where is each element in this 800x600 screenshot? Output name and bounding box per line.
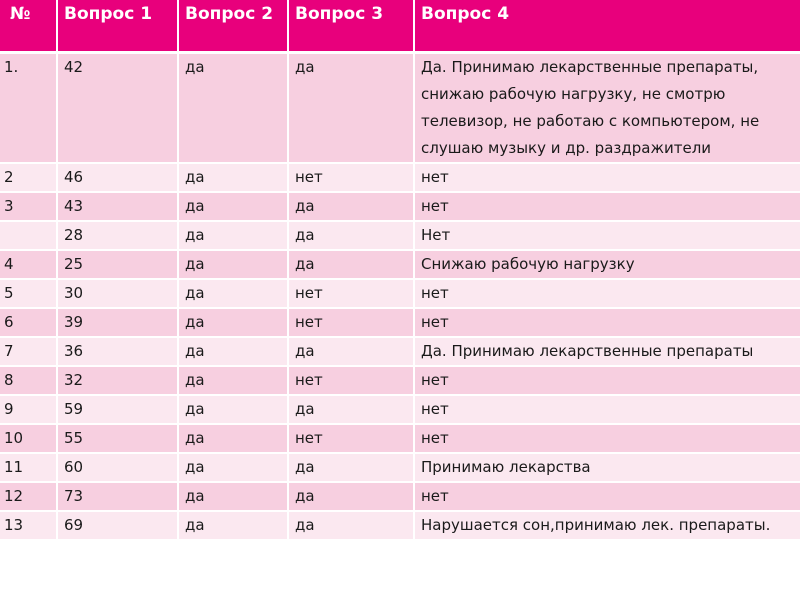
- cell-number: 11: [0, 453, 57, 482]
- cell-number: 1.: [0, 52, 57, 163]
- cell-question-3: да: [288, 221, 414, 250]
- cell-question-4: Снижаю рабочую нагрузку: [414, 250, 800, 279]
- cell-question-2: да: [178, 52, 288, 163]
- cell-question-1: 43: [57, 192, 178, 221]
- column-header-question-3: Вопрос 3: [288, 0, 414, 52]
- cell-number: 13: [0, 511, 57, 540]
- cell-number: 12: [0, 482, 57, 511]
- cell-question-3: да: [288, 482, 414, 511]
- cell-number: 5: [0, 279, 57, 308]
- cell-question-1: 36: [57, 337, 178, 366]
- table-row: [0, 221, 800, 250]
- cell-question-3: да: [288, 52, 414, 163]
- column-header-question-4: Вопрос 4: [414, 0, 800, 52]
- table-row: [0, 453, 800, 482]
- column-header-number: №: [0, 0, 57, 52]
- header-row: [0, 0, 800, 52]
- cell-question-4: нет: [414, 279, 800, 308]
- cell-question-1: 59: [57, 395, 178, 424]
- cell-question-1: 60: [57, 453, 178, 482]
- cell-question-2: да: [178, 453, 288, 482]
- cell-question-4: нет: [414, 192, 800, 221]
- cell-question-2: да: [178, 395, 288, 424]
- cell-question-3: нет: [288, 308, 414, 337]
- cell-question-1: 69: [57, 511, 178, 540]
- cell-number: [0, 221, 57, 250]
- table-row: [0, 52, 800, 163]
- cell-question-4: Да. Принимаю лекарственные препараты: [414, 337, 800, 366]
- column-header-question-1: Вопрос 1: [57, 0, 178, 52]
- cell-question-4: Да. Принимаю лекарственные препараты, снижаю рабочую нагрузку, не смотрю телевизор, не работаю с компьютером, не слушаю музыку и др. раздражители: [414, 52, 800, 163]
- cell-question-4: нет: [414, 366, 800, 395]
- cell-number: 9: [0, 395, 57, 424]
- cell-question-2: да: [178, 337, 288, 366]
- table-row: [0, 308, 800, 337]
- cell-question-2: да: [178, 192, 288, 221]
- cell-question-1: 42: [57, 52, 178, 163]
- cell-question-2: да: [178, 163, 288, 192]
- cell-question-2: да: [178, 221, 288, 250]
- cell-number: 2: [0, 163, 57, 192]
- cell-question-1: 30: [57, 279, 178, 308]
- cell-question-3: нет: [288, 424, 414, 453]
- cell-question-1: 25: [57, 250, 178, 279]
- cell-question-3: нет: [288, 163, 414, 192]
- table-row: [0, 337, 800, 366]
- cell-question-2: да: [178, 250, 288, 279]
- cell-question-1: 28: [57, 221, 178, 250]
- cell-question-2: да: [178, 308, 288, 337]
- cell-question-1: 39: [57, 308, 178, 337]
- cell-question-3: да: [288, 453, 414, 482]
- cell-number: 3: [0, 192, 57, 221]
- cell-question-2: да: [178, 482, 288, 511]
- cell-question-3: да: [288, 395, 414, 424]
- cell-question-2: да: [178, 511, 288, 540]
- cell-question-4: нет: [414, 395, 800, 424]
- cell-question-4: нет: [414, 308, 800, 337]
- table-row: [0, 279, 800, 308]
- cell-question-3: да: [288, 511, 414, 540]
- cell-number: 10: [0, 424, 57, 453]
- cell-question-4: Принимаю лекарства: [414, 453, 800, 482]
- cell-question-3: да: [288, 337, 414, 366]
- cell-question-1: 55: [57, 424, 178, 453]
- cell-question-2: да: [178, 279, 288, 308]
- cell-question-1: 46: [57, 163, 178, 192]
- table-row: [0, 366, 800, 395]
- cell-question-3: да: [288, 250, 414, 279]
- table-row: [0, 511, 800, 540]
- table-row: [0, 424, 800, 453]
- table-row: [0, 482, 800, 511]
- cell-question-3: нет: [288, 279, 414, 308]
- cell-question-3: да: [288, 192, 414, 221]
- cell-number: 6: [0, 308, 57, 337]
- cell-number: 4: [0, 250, 57, 279]
- cell-question-2: да: [178, 366, 288, 395]
- table-row: [0, 192, 800, 221]
- column-header-question-2: Вопрос 2: [178, 0, 288, 52]
- cell-question-2: да: [178, 424, 288, 453]
- table-row: [0, 163, 800, 192]
- cell-question-4: Нарушается сон,принимаю лек. препараты.: [414, 511, 800, 540]
- cell-question-4: нет: [414, 424, 800, 453]
- cell-number: 7: [0, 337, 57, 366]
- cell-question-1: 73: [57, 482, 178, 511]
- table-row: [0, 250, 800, 279]
- cell-question-1: 32: [57, 366, 178, 395]
- cell-question-4: нет: [414, 163, 800, 192]
- table-row: [0, 395, 800, 424]
- cell-question-4: Нет: [414, 221, 800, 250]
- cell-question-4: нет: [414, 482, 800, 511]
- cell-number: 8: [0, 366, 57, 395]
- cell-question-3: нет: [288, 366, 414, 395]
